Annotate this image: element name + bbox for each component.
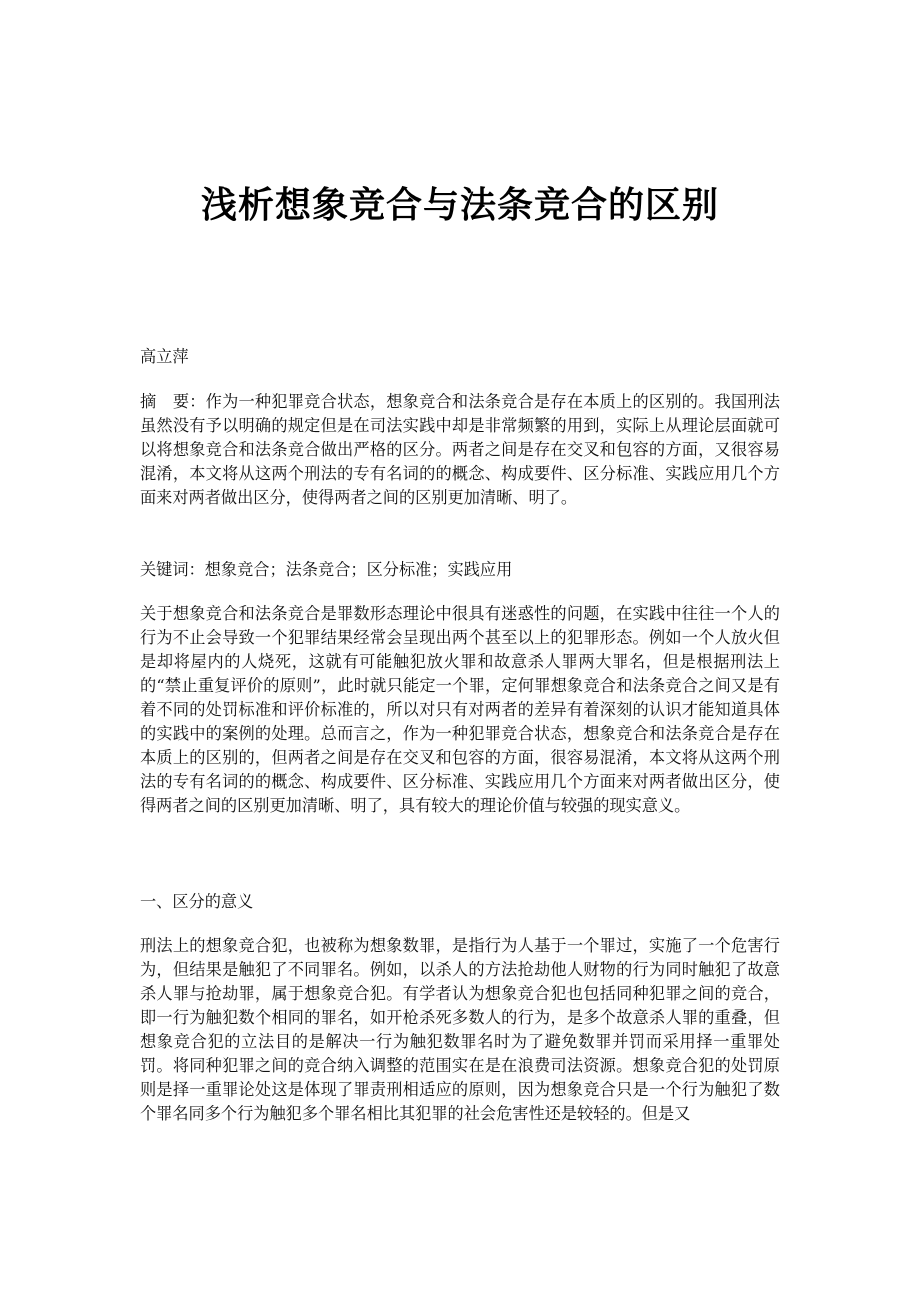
section-heading: 一、区分的意义 bbox=[140, 892, 254, 911]
section-body-paragraph: 刑法上的想象竞合犯，也被称为想象数罪，是指行为人基于一个罪过，实施了一个危害行为，但结果是触犯了不同罪名。例如，以杀人的方法抢劫他人财物的行为同时触犯了故意杀人罪与抢劫罪，属于想象竞合犯。有学者认为想象竞合犯也包括同种犯罪之间的竞合，即一行为触犯数个相同的罪名，如开枪杀死多数人的行为，是多个故意杀人罪的重叠，但想象竞合犯的立法目的是解决一行为触犯数罪名时为了避免数罪并罚而采用择一重罪处罚。将同种犯罪之间的竞合纳入调整的范围实在是在浪费司法资源。想象竞合犯的处罚原则是择一重罪论处这是体现了罪责刑相适应的原则，因为想象竞合只是一个行为触犯了数个罪名同多个行为触犯多个罪名相比其犯罪的社会危害性还是较轻的。但是又 bbox=[140, 936, 780, 1123]
keywords-line: 关键词：想象竞合；法条竞合；区分标准；实践应用 bbox=[140, 560, 513, 579]
author-name: 高立萍 bbox=[140, 347, 189, 366]
document-title: 浅析想象竞合与法条竞合的区别 bbox=[200, 184, 719, 226]
abstract-paragraph: 摘 要：作为一种犯罪竞合状态，想象竞合和法条竞合是存在本质上的区别的。我国刑法虽然没有予以明确的规定但是在司法实践中却是非常频繁的用到，实际上从理论层面就可以将想象竞合和法条竞合做出严格的区分。两者之间是存在交叉和包容的方面，又很容易混淆，本文将从这两个刑法的专有名词的的概念、构成要件、区分标准、实践应用几个方面来对两者做出区分，使得两者之间的区别更加清晰、明了。 bbox=[140, 392, 780, 507]
introduction-paragraph: 关于想象竞合和法条竞合是罪数形态理论中很具有迷惑性的问题，在实践中往往一个人的行为不止会导致一个犯罪结果经常会呈现出两个甚至以上的犯罪形态。例如一个人放火但是却将屋内的人烧死，这就有可能触犯放火罪和故意杀人罪两大罪名，但是根据刑法上的“禁止重复评价的原则”，此时就只能定一个罪，定何罪想象竞合和法条竞合之间又是有着不同的处罚标准和评价标准的，所以对只有对两者的差异有着深刻的认识才能知道具体的实践中的案例的处理。总而言之，作为一种犯罪竞合状态，想象竞合和法条竞合是存在本质上的区别的，但两者之间是存在交叉和包容的方面，很容易混淆，本文将从这两个刑法的专有名词的的概念、构成要件、区分标准、实践应用几个方面来对两者做出区分，使得两者之间的区别更加清晰、明了，具有较大的理论价值与较强的现实意义。 bbox=[140, 604, 780, 815]
